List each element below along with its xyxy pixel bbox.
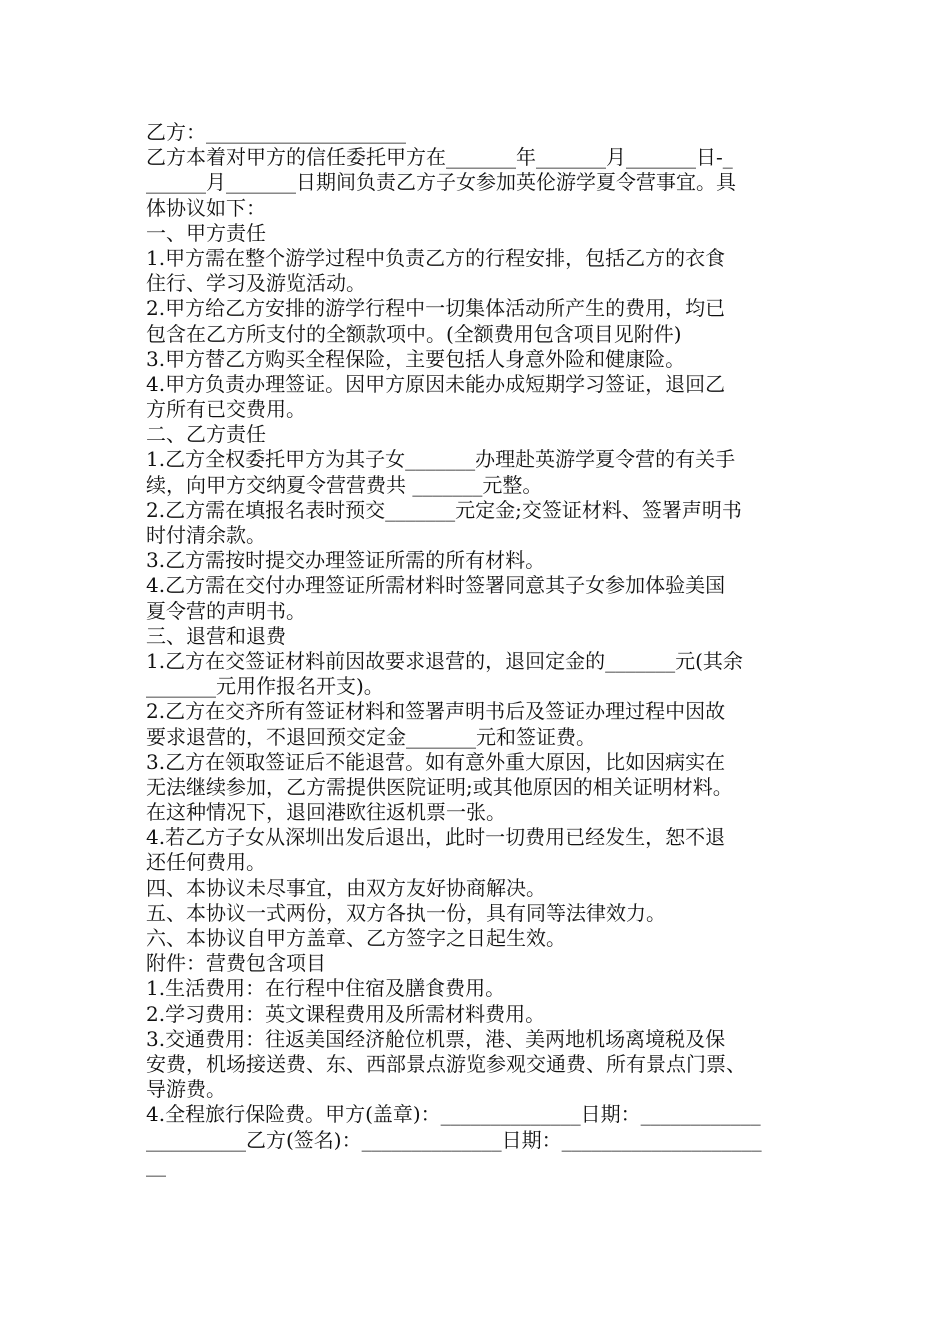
clause-line: 时付清余款。 [146, 523, 266, 547]
clause-line: 夏令营的声明书。 [146, 598, 306, 623]
signature-line: __________乙方(签名)：______________日期：____________________ [146, 1127, 762, 1152]
clause-line: 要求退营的，不退回预交定金_______元和签证费。 [146, 724, 596, 749]
clause-line: 1.乙方在交签证材料前因故要求退营的，退回定金的_______元(其余 [146, 648, 743, 673]
clause-line: 在这种情况下，退回港欧往返机票一张。 [146, 800, 506, 825]
clause-line: 2.乙方需在填报名表时预交_______元定金;交签证材料、签署声明书 [146, 497, 742, 522]
clause-line: 还任何费用。 [146, 850, 266, 875]
section-six: 六、本协议自甲方盖章、乙方签字之日起生效。 [146, 926, 566, 950]
clause-line: 1.乙方全权委托甲方为其子女_______办理赴英游学夏令营的有关手 [146, 447, 736, 472]
intro-line-2: ______月_______日期间负责乙方子女参加英伦游学夏令营事宜。具 [146, 170, 736, 195]
intro-line-1: 乙方本着对甲方的信任委托甲方在_______年_______月_______日-_ [146, 145, 733, 170]
section-heading-party-b: 二、乙方责任 [146, 422, 266, 447]
section-four: 四、本协议未尽事宜，由双方友好协商解决。 [146, 875, 546, 900]
clause-line: 方所有已交费用。 [146, 397, 306, 422]
signature-line: 4.全程旅行保险费。甲方(盖章)：______________日期：____________ [146, 1102, 761, 1127]
clause-line: 4.乙方需在交付办理签证所需材料时签署同意其子女参加体验美国 [146, 573, 726, 598]
clause-line: 续，向甲方交纳夏令营营费共 _______元整。 [146, 472, 543, 497]
appendix-heading: 附件：营费包含项目 [146, 951, 326, 976]
intro-line-3: 体协议如下： [146, 195, 266, 220]
clause-line: 2.甲方给乙方安排的游学行程中一切集体活动所产生的费用，均已 [146, 296, 726, 321]
clause-line: 包含在乙方所支付的全额款项中。(全额费用包含项目见附件) [146, 321, 682, 346]
clause-line: 1.甲方需在整个游学过程中负责乙方的行程安排，包括乙方的衣食 [146, 245, 726, 270]
document-body [146, 120, 836, 1178]
appendix-item: 1.生活费用：在行程中住宿及膳食费用。 [146, 976, 506, 1001]
clause-line: 3.乙方在领取签证后不能退营。如有意外重大原因，比如因病实在 [146, 749, 726, 774]
section-five: 五、本协议一式两份，双方各执一份，具有同等法律效力。 [146, 900, 666, 925]
clause-line: 4.甲方负责办理签证。因甲方原因未能办成短期学习签证，退回乙 [146, 371, 726, 396]
appendix-item: 3.交通费用：往返美国经济舱位机票，港、美两地机场离境税及保 [146, 1026, 726, 1051]
section-heading-refund: 三、退营和退费 [146, 623, 286, 648]
clause-line: _______元用作报名开支)。 [146, 674, 384, 699]
clause-line: 3.甲方替乙方购买全程保险，主要包括人身意外险和健康险。 [146, 346, 686, 371]
section-heading-party-a: 一、甲方责任 [146, 220, 266, 245]
clause-line: 4.若乙方子女从深圳出发后退出，此时一切费用已经发生，恕不退 [146, 825, 726, 850]
clause-line: 无法继续参加，乙方需提供医院证明;或其他原因的相关证明材料。 [146, 774, 733, 799]
appendix-item: 导游费。 [146, 1077, 226, 1102]
party-b-line: 乙方：____________________ [146, 120, 406, 144]
signature-line: __ [146, 1152, 166, 1177]
clause-line: 3.乙方需按时提交办理签证所需的所有材料。 [146, 548, 546, 573]
appendix-item: 安费，机场接送费、东、西部景点游览参观交通费、所有景点门票、 [146, 1051, 746, 1076]
clause-line: 住行、学习及游览活动。 [146, 271, 366, 296]
clause-line: 2.乙方在交齐所有签证材料和签署声明书后及签证办理过程中因故 [146, 699, 726, 724]
appendix-item: 2.学习费用：英文课程费用及所需材料费用。 [146, 1001, 546, 1026]
